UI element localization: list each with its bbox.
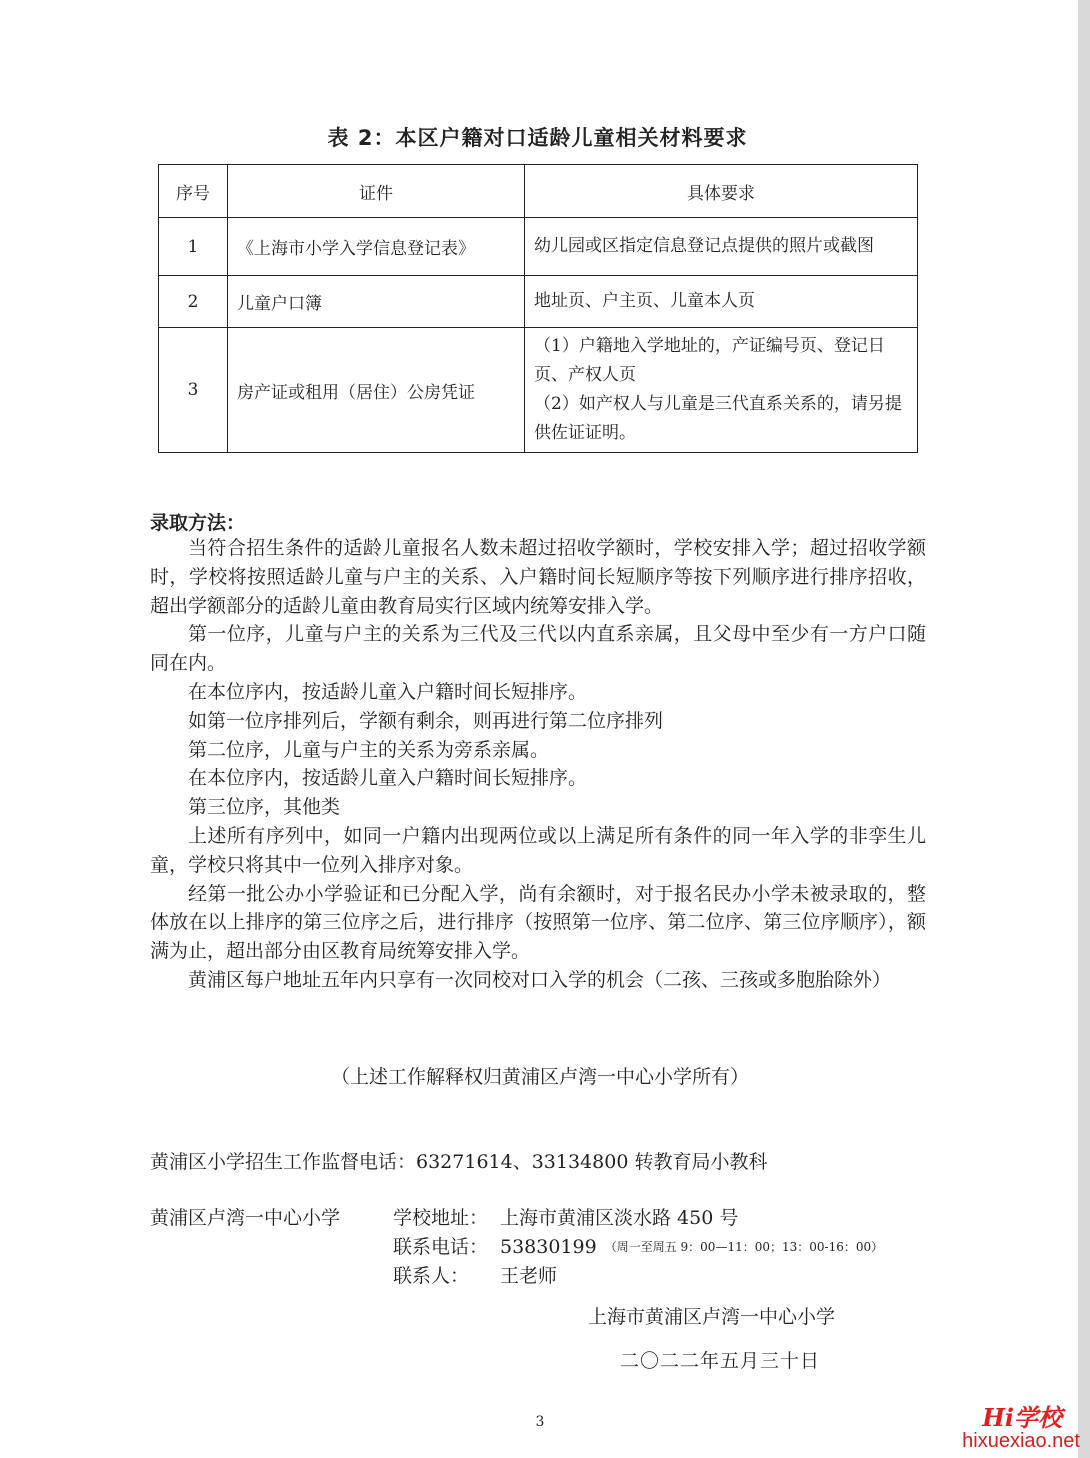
paragraph: 在本位序内，按适龄儿童入户籍时间长短排序。	[188, 680, 588, 703]
row-document: 儿童户口簿	[228, 276, 525, 328]
admission-body	[150, 534, 926, 995]
contact-phone-row	[150, 1233, 883, 1262]
contact-person-row	[150, 1262, 883, 1291]
paragraph: 经第一批公办小学验证和已分配入学，尚有余额时，对于报名民办小学未被录取的，整体放在以上排序的第三位序之后，进行排序（按照第一位序、第二位序、第三位序顺序），额满为止，超出部分由区教育局统筹安排入学。	[150, 882, 926, 963]
table-title: 表 2：本区户籍对口适龄儿童相关材料要求	[327, 126, 748, 150]
row-no: 2	[159, 276, 228, 328]
row-requirement	[525, 328, 918, 453]
watermark-logo: Hi学校	[982, 1403, 1062, 1432]
paragraph: 第三位序，其他类	[188, 796, 341, 819]
row-document: 房产证或租用（居住）公房凭证	[228, 328, 525, 453]
paragraph: 第二位序，儿童与户主的关系为旁系亲属。	[188, 738, 550, 761]
table-header-row	[159, 165, 918, 218]
header-document: 证件	[228, 165, 525, 218]
person-value: 王老师	[500, 1265, 558, 1287]
row-requirement: 地址页、户主页、儿童本人页	[525, 276, 918, 328]
supervision-hotline: 黄浦区小学招生工作监督电话：63271614、33134800 转教育局小教科	[150, 1151, 768, 1173]
table-row	[159, 328, 918, 453]
paragraph: 第一位序，儿童与户主的关系为三代及三代以内直系亲属，且父母中至少有一方户口随同在内。	[150, 623, 926, 675]
paragraph: 当符合招生条件的适龄儿童报名人数未超过招收学额时，学校安排入学；超过招收学额时，学校将按照适龄儿童与户主的关系、入户籍时间长短顺序等按下列顺序进行排序招收，超出学额部分的适龄儿童由教育局实行区域内统筹安排入学。	[150, 537, 926, 617]
row-no: 3	[159, 328, 228, 453]
table-row	[159, 276, 918, 328]
contact-address-row	[150, 1204, 883, 1233]
header-no: 序号	[159, 165, 228, 218]
contact-block	[150, 1204, 883, 1291]
watermark-site: hixuexiao.net	[962, 1430, 1080, 1452]
page-edge	[1078, 0, 1090, 1458]
address-value: 上海市黄浦区淡水路 450 号	[500, 1207, 739, 1229]
school-name: 黄浦区卢湾一中心小学	[150, 1207, 341, 1229]
phone-value: 53830199	[500, 1236, 597, 1258]
requirement-item: （2）如产权人与儿童是三代直系关系的，请另提供佐证证明。	[534, 394, 902, 443]
person-label: 联系人：	[393, 1265, 470, 1287]
row-requirement: 幼儿园或区指定信息登记点提供的照片或截图	[525, 218, 918, 276]
interpretation-note: （上述工作解释权归黄浦区卢湾一中心小学所有）	[330, 1066, 749, 1088]
header-requirements: 具体要求	[525, 165, 918, 218]
phone-hours: （周一至周五 9：00—11：00；13：00-16：00）	[604, 1240, 884, 1254]
requirement-item: （1）户籍地入学地址的，产证编号页、登记日页、产权人页	[534, 336, 885, 385]
admission-heading: 录取方法：	[150, 512, 246, 534]
paragraph: 上述所有序列中，如同一户籍内出现两位或以上满足所有条件的同一年入学的非孪生儿童，学校只将其中一位列入排序对象。	[150, 824, 926, 876]
page-number: 3	[535, 1414, 545, 1430]
signature-date: 二〇二二年五月三十日	[620, 1350, 821, 1372]
row-no: 1	[159, 218, 228, 276]
signature-org: 上海市黄浦区卢湾一中心小学	[588, 1306, 836, 1328]
table-row	[159, 218, 918, 276]
requirements-table	[158, 164, 918, 453]
address-label: 学校地址：	[393, 1207, 489, 1229]
row-document: 《上海市小学入学信息登记表》	[228, 218, 525, 276]
phone-label: 联系电话：	[393, 1236, 489, 1258]
paragraph: 在本位序内，按适龄儿童入户籍时间长短排序。	[188, 767, 588, 790]
paragraph: 如第一位序排列后，学额有剩余，则再进行第二位序排列	[188, 709, 664, 732]
paragraph: 黄浦区每户地址五年内只享有一次同校对口入学的机会（二孩、三孩或多胞胎除外）	[188, 968, 892, 991]
